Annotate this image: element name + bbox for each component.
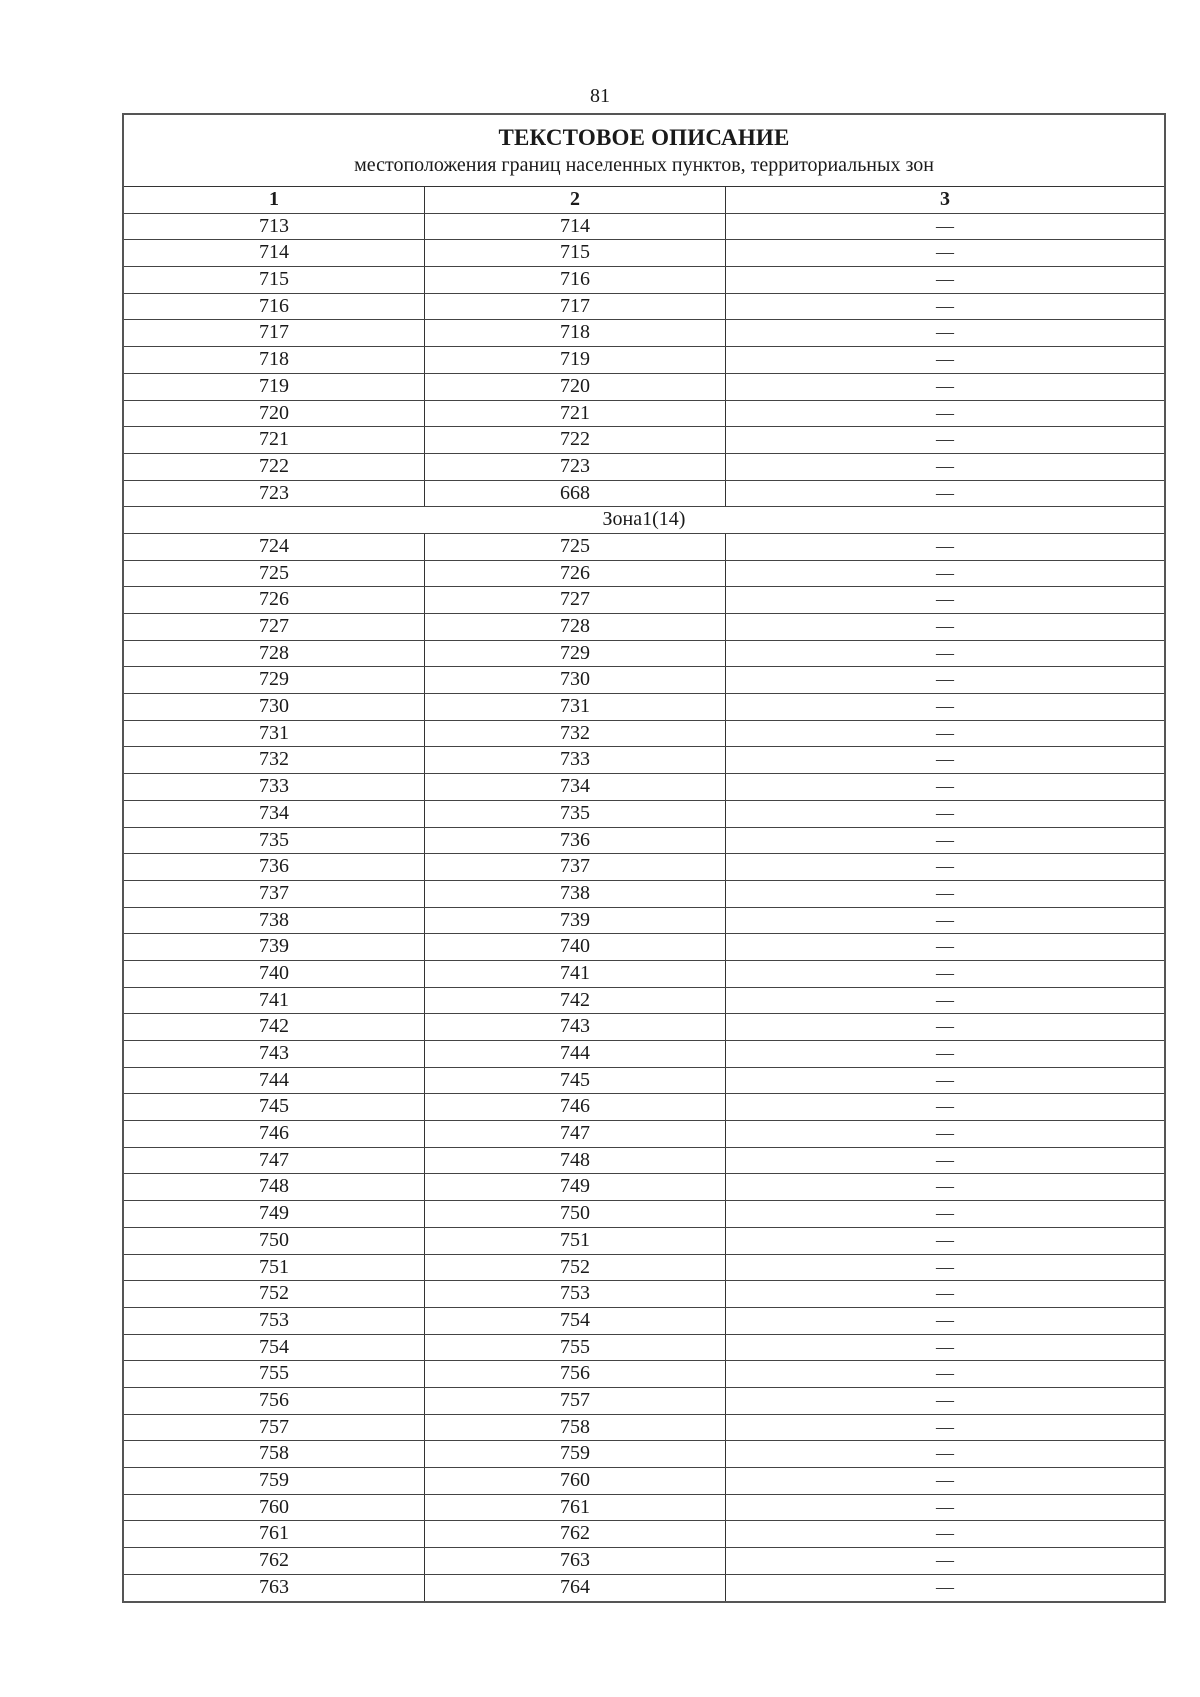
table-row: [124, 1361, 1164, 1388]
point-from-cell: 746: [124, 1121, 425, 1147]
point-to-cell: 719: [425, 347, 726, 373]
table-row: [124, 1068, 1164, 1095]
table-row: [124, 1041, 1164, 1068]
description-cell: —: [936, 1283, 954, 1304]
table-row: [124, 1495, 1164, 1522]
point-to-cell: 762: [425, 1521, 726, 1547]
description-cell: —: [936, 802, 954, 823]
table-row: [124, 988, 1164, 1015]
point-from-cell: 740: [124, 961, 425, 987]
point-from-cell: 722: [124, 454, 425, 480]
table-row: [124, 961, 1164, 988]
table-row: [124, 561, 1164, 588]
table-row: [124, 1575, 1164, 1602]
description-cell: —: [936, 562, 954, 583]
table-row: [124, 1521, 1164, 1548]
point-from-cell: 752: [124, 1281, 425, 1307]
table-row: [124, 320, 1164, 347]
description-cell: —: [936, 215, 954, 236]
point-from-cell: 751: [124, 1255, 425, 1281]
description-cell: —: [936, 455, 954, 476]
description-cell: —: [936, 242, 954, 263]
point-to-cell: 750: [425, 1201, 726, 1227]
point-to-cell: 733: [425, 747, 726, 773]
table-row: [124, 1441, 1164, 1468]
description-cell: —: [936, 1229, 954, 1250]
description-cell: —: [936, 1523, 954, 1544]
point-from-cell: 763: [124, 1575, 425, 1602]
description-cell: —: [936, 616, 954, 636]
point-from-cell: 753: [124, 1308, 425, 1334]
table-row: [124, 854, 1164, 881]
description-cell: —: [936, 829, 954, 850]
point-to-cell: 723: [425, 454, 726, 480]
description-cell: —: [936, 1576, 954, 1597]
table-row: [124, 1468, 1164, 1495]
table-row: [124, 1255, 1164, 1282]
point-from-cell: 737: [124, 881, 425, 907]
table-row: [124, 1201, 1164, 1228]
point-from-cell: 745: [124, 1094, 425, 1120]
page-number: 81: [590, 85, 610, 107]
point-to-cell: 736: [425, 828, 726, 854]
point-from-cell: 731: [124, 721, 425, 747]
point-to-cell: 742: [425, 988, 726, 1014]
table-row: [124, 908, 1164, 935]
point-from-cell: 730: [124, 694, 425, 720]
point-to-cell: 734: [425, 774, 726, 800]
zone-row: [124, 507, 1164, 534]
table-row: [124, 721, 1164, 748]
point-to-cell: 731: [425, 694, 726, 720]
point-to-cell: 760: [425, 1468, 726, 1494]
point-to-cell: 749: [425, 1174, 726, 1200]
description-cell: —: [936, 1416, 954, 1437]
point-from-cell: 734: [124, 801, 425, 827]
point-to-cell: 746: [425, 1094, 726, 1120]
zone-label: Зона1(14): [602, 508, 686, 531]
point-from-cell: 736: [124, 854, 425, 880]
description-cell: —: [936, 962, 954, 983]
point-to-cell: 739: [425, 908, 726, 934]
point-from-cell: 717: [124, 320, 425, 346]
point-from-cell: 735: [124, 828, 425, 854]
table-row: [124, 1121, 1164, 1148]
description-cell: —: [936, 295, 954, 316]
description-cell: —: [936, 402, 954, 423]
description-cell: —: [936, 882, 954, 903]
point-from-cell: 739: [124, 934, 425, 960]
table-row: [124, 267, 1164, 294]
description-cell: —: [936, 856, 954, 877]
table-row: [124, 534, 1164, 561]
description-cell: —: [936, 642, 954, 663]
table-row: [124, 1014, 1164, 1041]
point-to-cell: 740: [425, 934, 726, 960]
description-cell: —: [936, 989, 954, 1010]
point-from-cell: 761: [124, 1521, 425, 1547]
table-row: [124, 1548, 1164, 1575]
description-cell: —: [936, 322, 954, 343]
point-to-cell: 764: [425, 1575, 726, 1602]
description-cell: —: [936, 1096, 954, 1117]
table-row: [124, 374, 1164, 401]
description-cell: —: [936, 1363, 954, 1384]
page-subtitle: местоположения границ населенных пунктов, территориальных зон: [354, 154, 934, 176]
point-from-cell: 727: [124, 614, 425, 640]
point-to-cell: 728: [425, 614, 726, 640]
description-cell: —: [936, 669, 954, 690]
description-cell: —: [936, 1336, 954, 1357]
table-row: [124, 641, 1164, 668]
point-from-cell: 754: [124, 1335, 425, 1361]
description-cell: —: [936, 429, 954, 450]
point-to-cell: 716: [425, 267, 726, 293]
point-to-cell: 744: [425, 1041, 726, 1067]
point-from-cell: 713: [124, 214, 425, 240]
point-to-cell: 761: [425, 1495, 726, 1521]
point-to-cell: 729: [425, 641, 726, 667]
description-cell: —: [936, 482, 954, 503]
description-cell: —: [936, 1016, 954, 1037]
point-from-cell: 716: [124, 294, 425, 320]
point-from-cell: 733: [124, 774, 425, 800]
description-cell: —: [936, 1470, 954, 1490]
point-to-cell: 725: [425, 534, 726, 560]
point-to-cell: 727: [425, 587, 726, 613]
point-from-cell: 757: [124, 1415, 425, 1441]
table-row: [124, 454, 1164, 481]
table-row: [124, 1308, 1164, 1335]
description-cell: —: [936, 375, 954, 396]
point-from-cell: 720: [124, 401, 425, 427]
table-row: [124, 614, 1164, 641]
point-from-cell: 741: [124, 988, 425, 1014]
point-to-cell: 715: [425, 240, 726, 266]
description-cell: —: [936, 269, 954, 290]
description-cell: —: [936, 1149, 954, 1170]
table-row: [124, 481, 1164, 508]
point-from-cell: 719: [124, 374, 425, 400]
point-to-cell: 717: [425, 294, 726, 320]
table-row: [124, 1174, 1164, 1201]
point-from-cell: 749: [124, 1201, 425, 1227]
table-row: [124, 774, 1164, 801]
table-row: [124, 1388, 1164, 1415]
point-to-cell: 754: [425, 1308, 726, 1334]
point-to-cell: 755: [425, 1335, 726, 1361]
point-to-cell: 741: [425, 961, 726, 987]
column-header-2: 2: [425, 187, 726, 213]
point-from-cell: 732: [124, 747, 425, 773]
description-cell: —: [936, 722, 954, 743]
point-to-cell: 753: [425, 1281, 726, 1307]
point-from-cell: 738: [124, 908, 425, 934]
point-to-cell: 763: [425, 1548, 726, 1574]
point-from-cell: 715: [124, 267, 425, 293]
point-to-cell: 743: [425, 1014, 726, 1040]
column-number-row: [124, 187, 1164, 214]
point-from-cell: 762: [124, 1548, 425, 1574]
table-row: [124, 881, 1164, 908]
point-from-cell: 750: [124, 1228, 425, 1254]
point-from-cell: 759: [124, 1468, 425, 1494]
description-cell: —: [936, 696, 954, 717]
table-row: [124, 934, 1164, 961]
point-from-cell: 728: [124, 641, 425, 667]
table-row: [124, 667, 1164, 694]
description-cell: —: [936, 1443, 954, 1464]
description-cell: —: [936, 1203, 954, 1224]
point-to-cell: 752: [425, 1255, 726, 1281]
table-row: [124, 427, 1164, 454]
description-cell: —: [936, 1309, 954, 1330]
point-from-cell: 742: [124, 1014, 425, 1040]
point-from-cell: 718: [124, 347, 425, 373]
point-from-cell: 724: [124, 534, 425, 560]
point-from-cell: 760: [124, 1495, 425, 1521]
point-from-cell: 755: [124, 1361, 425, 1387]
table-row: [124, 240, 1164, 267]
description-cell: —: [936, 1256, 954, 1277]
point-from-cell: 748: [124, 1174, 425, 1200]
point-to-cell: 759: [425, 1441, 726, 1467]
point-from-cell: 723: [124, 481, 425, 507]
table-row: [124, 587, 1164, 614]
point-from-cell: 756: [124, 1388, 425, 1414]
table-row: [124, 828, 1164, 855]
point-to-cell: 722: [425, 427, 726, 453]
point-from-cell: 729: [124, 667, 425, 693]
point-to-cell: 721: [425, 401, 726, 427]
table-row: [124, 401, 1164, 428]
point-to-cell: 732: [425, 721, 726, 747]
table-row: [124, 747, 1164, 774]
description-cell: —: [936, 1123, 954, 1144]
table-row: [124, 1415, 1164, 1442]
point-from-cell: 758: [124, 1441, 425, 1467]
description-cell: —: [936, 776, 954, 797]
point-to-cell: 720: [425, 374, 726, 400]
table-header: [124, 115, 1164, 187]
description-cell: —: [936, 535, 954, 556]
description-cell: —: [936, 1069, 954, 1090]
point-from-cell: 714: [124, 240, 425, 266]
point-to-cell: 745: [425, 1068, 726, 1094]
description-cell: —: [936, 1496, 954, 1517]
table-row: [124, 694, 1164, 721]
description-cell: —: [936, 936, 954, 957]
point-to-cell: 756: [425, 1361, 726, 1387]
point-to-cell: 748: [425, 1148, 726, 1174]
table-row: [124, 294, 1164, 321]
description-cell: —: [936, 589, 954, 610]
column-header-1: 1: [124, 187, 425, 213]
point-to-cell: 751: [425, 1228, 726, 1254]
table-row: [124, 801, 1164, 828]
point-to-cell: 757: [425, 1388, 726, 1414]
point-from-cell: 743: [124, 1041, 425, 1067]
point-to-cell: 737: [425, 854, 726, 880]
table-body: [124, 214, 1164, 1602]
point-from-cell: 747: [124, 1148, 425, 1174]
table-row: [124, 1148, 1164, 1175]
description-cell: —: [936, 909, 954, 930]
description-cell: —: [936, 1550, 954, 1571]
table-row: [124, 347, 1164, 374]
table-row: [124, 1094, 1164, 1121]
point-to-cell: 735: [425, 801, 726, 827]
point-to-cell: 714: [425, 214, 726, 240]
table-row: [124, 1228, 1164, 1255]
table-row: [124, 214, 1164, 241]
point-to-cell: 726: [425, 561, 726, 587]
point-to-cell: 738: [425, 881, 726, 907]
boundary-description-table: [122, 113, 1166, 1603]
page-title: ТЕКСТОВОЕ ОПИСАНИЕ: [498, 125, 790, 150]
point-from-cell: 744: [124, 1068, 425, 1094]
point-to-cell: 718: [425, 320, 726, 346]
description-cell: —: [936, 1176, 954, 1197]
point-from-cell: 725: [124, 561, 425, 587]
point-to-cell: 758: [425, 1415, 726, 1441]
description-cell: —: [936, 349, 954, 370]
table-row: [124, 1335, 1164, 1362]
point-to-cell: 668: [425, 481, 726, 507]
table-row: [124, 1281, 1164, 1308]
description-cell: —: [936, 1389, 954, 1410]
point-from-cell: 721: [124, 427, 425, 453]
column-header-3: 3: [940, 188, 950, 210]
point-to-cell: 747: [425, 1121, 726, 1147]
description-cell: —: [936, 749, 954, 770]
point-from-cell: 726: [124, 587, 425, 613]
description-cell: —: [936, 1043, 954, 1063]
point-to-cell: 730: [425, 667, 726, 693]
